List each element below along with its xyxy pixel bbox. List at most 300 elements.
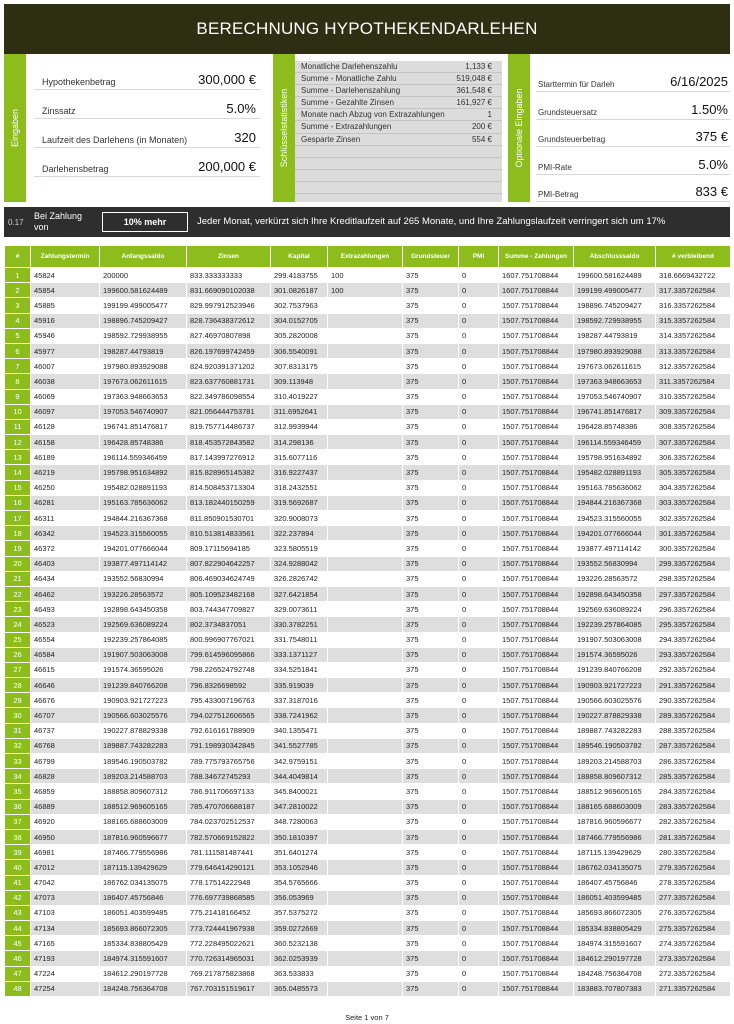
table-cell: 1507.751708844 [499,966,574,981]
table-cell: 0 [459,571,499,586]
table-cell: 0 [459,632,499,647]
table-cell: 1507.751708844 [499,951,574,966]
table-cell: 1507.751708844 [499,784,574,799]
table-cell: 6 [5,343,31,358]
table-row [5,268,731,283]
table-cell: 188165.688603009 [100,814,187,829]
table-cell: 327.6421854 [271,586,328,601]
inputs-value[interactable]: 300,000 € [198,72,256,87]
table-cell [328,571,403,586]
table-cell: 375 [403,450,459,465]
table-cell: 375 [403,465,459,480]
table-cell: 348.7280063 [271,814,328,829]
table-cell: 0 [459,829,499,844]
table-cell: 354.5765666 [271,875,328,890]
table-cell: 21 [5,571,31,586]
table-cell: 47193 [31,951,100,966]
extra-payment-select[interactable]: 10% mehr [102,212,188,232]
table-cell: 310.4019227 [271,389,328,404]
table-cell: 271.3357262584 [656,981,731,996]
table-cell: 316.3357262584 [656,298,731,313]
table-cell: 15 [5,480,31,495]
table-cell: 39 [5,845,31,860]
stats-row [295,121,502,133]
table-cell: 27 [5,662,31,677]
table-cell: 289.3357262584 [656,708,731,723]
table-cell [328,404,403,419]
optional-row [536,123,730,147]
table-cell: 279.3357262584 [656,860,731,875]
table-cell: 375 [403,435,459,450]
table-cell: 5 [5,328,31,343]
table-cell: 375 [403,754,459,769]
stats-row [295,158,502,170]
optional-value[interactable]: 1.50% [691,101,728,117]
table-cell: 375 [403,602,459,617]
table-cell: 775.21418166452 [187,905,271,920]
table-cell: 184248.756364708 [100,981,187,996]
table-row [5,784,731,799]
table-cell: 0 [459,723,499,738]
table-cell [328,343,403,358]
table-cell: 193552.56830994 [574,556,656,571]
table-cell: 312.3357262584 [656,359,731,374]
table-cell [328,936,403,951]
table-cell: 0 [459,283,499,298]
table-cell: 340.1355471 [271,723,328,738]
table-cell: 1507.751708844 [499,435,574,450]
table-cell: 1507.751708844 [499,313,574,328]
table-cell: 190903.921727223 [100,693,187,708]
table-cell: 1507.751708844 [499,511,574,526]
table-cell: 0 [459,845,499,860]
table-cell: 317.3357262584 [656,283,731,298]
table-cell: 280.3357262584 [656,845,731,860]
table-cell: 197363.948663653 [100,389,187,404]
table-cell: 198896.745209427 [100,313,187,328]
table-cell: 375 [403,829,459,844]
table-cell: 375 [403,617,459,632]
table-cell [328,328,403,343]
table-cell: 360.5232138 [271,936,328,951]
optional-row [536,151,730,175]
table-cell: 276.3357262584 [656,905,731,920]
table-cell: 0 [459,313,499,328]
table-cell: 37 [5,814,31,829]
table-row [5,465,731,480]
table-cell: 186407.45756846 [100,890,187,905]
table-cell: 41 [5,875,31,890]
table-cell: 295.3357262584 [656,617,731,632]
table-cell: 2 [5,283,31,298]
table-cell: 1507.751708844 [499,905,574,920]
table-cell: 46219 [31,465,100,480]
table-cell: 46128 [31,419,100,434]
table-cell: 0 [459,480,499,495]
page-title: BERECHNUNG HYPOTHEKENDARLEHEN [4,4,730,54]
table-cell: 46828 [31,769,100,784]
table-cell: 1507.751708844 [499,571,574,586]
table-cell: 301.0826187 [271,283,328,298]
column-header: PMI [459,246,499,268]
table-cell: 302.7537963 [271,298,328,313]
table-cell: 191907.503063008 [100,647,187,662]
table-cell: 315.6077116 [271,450,328,465]
stats-row [295,146,502,158]
table-cell: 375 [403,738,459,753]
table-cell: 199600.581624489 [100,283,187,298]
table-cell: 375 [403,708,459,723]
table-cell: 779.646414290121 [187,860,271,875]
optional-value[interactable]: 5.0% [698,156,728,172]
table-cell: 814.508453713304 [187,480,271,495]
table-cell: 350.1810397 [271,829,328,844]
table-cell: 1507.751708844 [499,769,574,784]
table-row [5,966,731,981]
table-cell [328,845,403,860]
stats-label: Monate nach Abzug von Extrazahlungen [301,110,445,120]
table-cell: 802.3734837051 [187,617,271,632]
table-cell: 46707 [31,708,100,723]
table-cell: 375 [403,875,459,890]
table-cell: 299.4183755 [271,268,328,283]
table-cell: 192898.643450358 [100,602,187,617]
inputs-row [34,122,260,148]
table-cell: 29 [5,693,31,708]
table-cell: 1607.751708844 [499,268,574,283]
table-cell: 781.111581487441 [187,845,271,860]
table-cell: 0 [459,359,499,374]
table-cell [328,647,403,662]
stats-value: 161,927 € [456,98,492,108]
table-cell: 277.3357262584 [656,890,731,905]
table-cell: 375 [403,860,459,875]
inputs-value[interactable]: 200,000 € [198,159,256,174]
table-cell: 821.056444753781 [187,404,271,419]
table-row [5,647,731,662]
table-cell: 375 [403,814,459,829]
table-cell: 375 [403,586,459,601]
table-cell [328,359,403,374]
table-cell: 819.757714486737 [187,419,271,434]
table-cell: 337.3187016 [271,693,328,708]
optional-label: Grundsteuersatz [538,107,598,117]
table-row [5,632,731,647]
table-cell: 375 [403,905,459,920]
table-cell [328,313,403,328]
table-cell: 281.3357262584 [656,829,731,844]
table-cell: 34 [5,769,31,784]
table-cell: 310.3357262584 [656,389,731,404]
table-cell: 30 [5,708,31,723]
table-cell: 196114.559346459 [100,450,187,465]
table-cell: 375 [403,374,459,389]
table-cell: 194201.077666044 [574,526,656,541]
inputs-label: Darlehensbetrag [42,164,109,174]
table-cell: 784.023702512537 [187,814,271,829]
table-cell: 1507.751708844 [499,890,574,905]
column-header: # verbleibend [656,246,731,268]
table-cell: 792.616161788909 [187,723,271,738]
optional-value[interactable]: 6/16/2025 [670,74,728,89]
page-footer: Seite 1 von 7 [345,1013,389,1022]
table-cell: 47042 [31,875,100,890]
table-row [5,708,731,723]
table-cell: 375 [403,343,459,358]
stats-panel [273,54,502,202]
column-header: Summe - Zahlungen [499,246,574,268]
stats-label: Summe - Monatliche Zahlu [301,74,397,84]
table-cell: 1507.751708844 [499,343,574,358]
table-row [5,359,731,374]
table-cell: 191239.840766208 [100,678,187,693]
table-cell: 807.822904642257 [187,556,271,571]
table-cell [328,723,403,738]
table-cell: 45885 [31,298,100,313]
table-cell: 1507.751708844 [499,936,574,951]
table-cell: 1507.751708844 [499,845,574,860]
table-cell: 311.3357262584 [656,374,731,389]
table-cell [328,799,403,814]
table-cell: 193552.56830994 [100,571,187,586]
table-cell: 818.453572843582 [187,435,271,450]
table-cell: 194523.315560055 [100,526,187,541]
table-cell: 796.8326698592 [187,678,271,693]
table-cell: 1507.751708844 [499,981,574,996]
table-cell: 196428.85748386 [574,419,656,434]
table-cell: 195482.028891193 [574,465,656,480]
table-cell: 1507.751708844 [499,723,574,738]
table-cell: 187816.960596677 [100,829,187,844]
table-cell: 188858.809607312 [574,769,656,784]
table-cell: 822.349786098554 [187,389,271,404]
table-cell: 192898.643450358 [574,586,656,601]
optional-label: Grundsteuerbetrag [538,135,606,144]
stats-row [295,61,502,73]
table-cell: 191574.36595026 [100,662,187,677]
table-cell: 185334.838805429 [574,921,656,936]
table-cell: 1507.751708844 [499,693,574,708]
table-cell: 791.198930342845 [187,738,271,753]
optional-row [536,96,730,120]
table-cell: 195163.785636062 [100,495,187,510]
table-cell: 815.828965145382 [187,465,271,480]
table-cell: 356.053969 [271,890,328,905]
table-cell: 0 [459,556,499,571]
inputs-value[interactable]: 5.0% [226,101,256,116]
table-cell [328,769,403,784]
table-cell [328,905,403,920]
extra-payment-label: Bei Zahlung von [34,211,83,232]
table-cell: 44 [5,921,31,936]
table-cell: 375 [403,541,459,556]
inputs-value[interactable]: 320 [234,130,256,145]
table-cell: 799.614596095866 [187,647,271,662]
table-cell: 185693.866072305 [574,905,656,920]
table-row [5,298,731,313]
table-cell: 190227.878829338 [574,708,656,723]
table-cell: 375 [403,632,459,647]
stats-label: Summe - Gezahlte Zinsen [301,98,394,108]
table-cell: 195798.951634892 [100,465,187,480]
table-cell: 187466.779556986 [574,829,656,844]
table-cell: 309.113948 [271,374,328,389]
table-cell: 1507.751708844 [499,738,574,753]
table-cell: 46615 [31,662,100,677]
table-cell: 3 [5,298,31,313]
table-cell: 0 [459,860,499,875]
table-cell: 375 [403,678,459,693]
table-cell: 9 [5,389,31,404]
table-cell: 344.4049814 [271,769,328,784]
table-cell: 1607.751708844 [499,283,574,298]
table-cell: 798.226524792748 [187,662,271,677]
table-row [5,283,731,298]
table-cell: 0 [459,708,499,723]
table-cell: 287.3357262584 [656,738,731,753]
table-cell: 1507.751708844 [499,480,574,495]
table-cell [328,586,403,601]
table-cell: 307.8313175 [271,359,328,374]
table-cell: 293.3357262584 [656,647,731,662]
table-cell: 296.3357262584 [656,602,731,617]
optional-value[interactable]: 833 € [695,184,728,199]
table-cell: 300.3357262584 [656,541,731,556]
table-cell: 363.533833 [271,966,328,981]
table-cell: 185693.866072305 [100,921,187,936]
table-cell: 1507.751708844 [499,556,574,571]
table-cell: 303.3357262584 [656,495,731,510]
table-cell: 186407.45756846 [574,875,656,890]
stats-row [295,170,502,182]
table-row [5,814,731,829]
table-cell: 46311 [31,511,100,526]
table-cell: 12 [5,435,31,450]
table-cell: 305.2820008 [271,328,328,343]
table-cell: 1507.751708844 [499,586,574,601]
stats-row [295,97,502,109]
table-cell: 46676 [31,693,100,708]
table-cell: 274.3357262584 [656,936,731,951]
column-header: Zahlungstermin [31,246,100,268]
table-cell: 0 [459,404,499,419]
table-cell [328,389,403,404]
table-cell: 320.9008073 [271,511,328,526]
table-cell: 0 [459,981,499,996]
table-cell: 319.5692687 [271,495,328,510]
optional-label: PMI-Betrag [538,190,579,199]
table-cell: 193877.497114142 [100,556,187,571]
table-cell: 375 [403,313,459,328]
table-row [5,693,731,708]
stats-value: 361,548 € [456,86,492,96]
table-cell: 100 [328,268,403,283]
table-cell: 8 [5,374,31,389]
table-cell: 0 [459,678,499,693]
table-cell [328,738,403,753]
table-cell: 192569.636089224 [574,602,656,617]
table-cell: 16 [5,495,31,510]
optional-value[interactable]: 375 € [695,129,728,144]
optional-row [536,68,730,92]
table-cell: 0 [459,374,499,389]
table-cell: 46737 [31,723,100,738]
table-cell: 195163.785636062 [574,480,656,495]
table-cell: 0 [459,268,499,283]
table-cell: 187816.960596677 [574,814,656,829]
table-cell: 199199.499005477 [574,283,656,298]
table-cell: 309.3357262584 [656,404,731,419]
table-cell: 297.3357262584 [656,586,731,601]
table-cell: 0 [459,541,499,556]
amortization-table [4,245,731,997]
table-cell: 36 [5,799,31,814]
table-cell: 0 [459,784,499,799]
table-cell [328,966,403,981]
table-cell: 188512.969605165 [574,784,656,799]
table-cell: 375 [403,419,459,434]
table-cell: 45916 [31,313,100,328]
table-cell: 326.2826742 [271,571,328,586]
stats-value: 519,048 € [456,74,492,84]
table-cell: 195482.028891193 [100,480,187,495]
table-cell: 188165.688603009 [574,799,656,814]
table-cell: 782.570669152822 [187,829,271,844]
table-cell: 186051.403599485 [100,905,187,920]
table-cell: 314.298136 [271,435,328,450]
table-cell: 1507.751708844 [499,450,574,465]
table-cell [328,450,403,465]
table-row [5,419,731,434]
table-cell: 811.850901530701 [187,511,271,526]
table-cell: 190227.878829338 [100,723,187,738]
table-cell: 194844.216367368 [100,511,187,526]
table-cell: 197980.893929088 [574,343,656,358]
stats-label: Summe - Darlehenszahlung [301,86,401,96]
inputs-label: Zinssatz [42,106,76,116]
table-cell: 198287.44793819 [574,328,656,343]
table-cell [328,541,403,556]
table-cell [328,511,403,526]
table-cell: 192239.257864085 [574,617,656,632]
table-cell: 46250 [31,480,100,495]
table-cell [328,526,403,541]
table-cell: 833.333333333 [187,268,271,283]
table-cell: 0 [459,586,499,601]
table-cell: 828.736438372612 [187,313,271,328]
table-cell: 273.3357262584 [656,951,731,966]
table-cell: 28 [5,678,31,693]
table-cell [328,754,403,769]
table-cell: 375 [403,389,459,404]
table-cell: 186762.034135075 [100,875,187,890]
table-row [5,541,731,556]
table-cell: 198592.729938955 [574,313,656,328]
table-cell: 1507.751708844 [499,921,574,936]
table-cell: 810.513814833561 [187,526,271,541]
table-cell: 0 [459,435,499,450]
table-cell: 333.1371127 [271,647,328,662]
table-cell: 46462 [31,586,100,601]
column-header: Anfangssaldo [100,246,187,268]
table-cell: 197980.893929088 [100,359,187,374]
table-cell: 341.5527785 [271,738,328,753]
table-cell: 306.3357262584 [656,450,731,465]
table-cell: 200000 [100,268,187,283]
table-cell: 0 [459,662,499,677]
table-cell: 282.3357262584 [656,814,731,829]
table-cell: 357.5375272 [271,905,328,920]
